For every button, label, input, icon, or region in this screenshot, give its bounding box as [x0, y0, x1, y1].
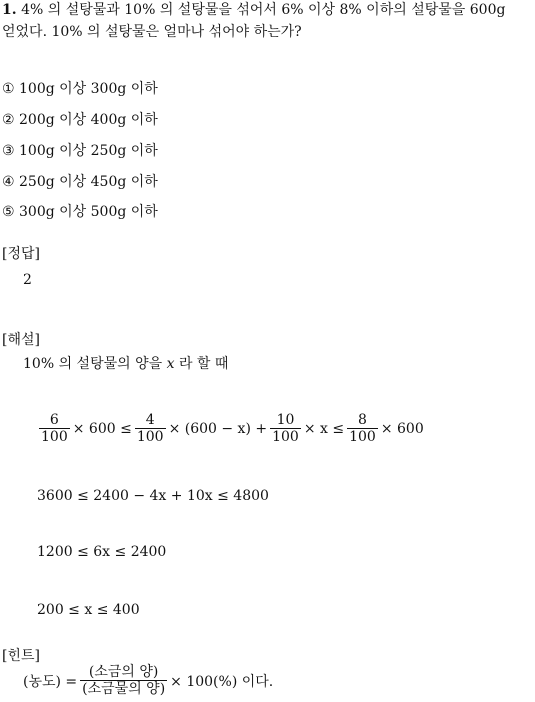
- hint-formula: [23, 664, 273, 697]
- choice-4[interactable]: [2, 173, 158, 191]
- fraction-numerator: 8: [358, 412, 367, 428]
- question-line-2: [2, 23, 302, 41]
- hint-lhs: (농도) =: [23, 673, 78, 690]
- explanation-intro: [23, 355, 228, 373]
- question-text-2: 얻었다. 10% 의 설탕물은 얼마나 섞어야 하는가?: [2, 24, 302, 40]
- explanation-heading: [해설]: [2, 332, 40, 348]
- equation-1-term-2: × (600 − x) +: [168, 420, 268, 437]
- explanation-intro-pre: 10% 의 설탕물의 양을: [23, 356, 167, 372]
- choice-2[interactable]: [2, 111, 158, 129]
- hint-numerator: (소금의 양): [88, 664, 159, 680]
- choice-marker: ④: [2, 174, 15, 190]
- equation-1-term-1: × 600 ≤: [72, 420, 132, 437]
- choice-5[interactable]: [2, 203, 158, 221]
- choice-text: 200g 이상 400g 이하: [19, 112, 158, 128]
- choice-1[interactable]: [2, 80, 158, 98]
- hint-denominator: (소금물의 양): [82, 681, 166, 697]
- explanation-intro-var: x: [166, 356, 175, 372]
- equation-2: 3600 ≤ 2400 − 4x + 10x ≤ 4800: [37, 488, 269, 504]
- fraction-denominator: 100: [41, 429, 68, 445]
- hint-heading: [힌트]: [2, 648, 40, 664]
- fraction-denominator: 100: [272, 429, 299, 445]
- equation-3: 1200 ≤ 6x ≤ 2400: [37, 544, 167, 560]
- equation-1: [36, 412, 424, 445]
- choice-marker: ⑤: [2, 204, 15, 220]
- fraction-6-100: [39, 412, 70, 445]
- choice-text: 300g 이상 500g 이하: [19, 204, 158, 220]
- fraction-4-100: [135, 412, 166, 445]
- fraction-numerator: 6: [49, 412, 59, 428]
- fraction-numerator: 10: [276, 412, 295, 428]
- choice-marker: ③: [2, 143, 15, 159]
- choice-text: 100g 이상 300g 이하: [19, 81, 158, 97]
- choice-text: 250g 이상 450g 이하: [19, 174, 158, 190]
- explanation-intro-post: 라 할 때: [174, 356, 229, 372]
- equation-4: 200 ≤ x ≤ 400: [37, 602, 140, 618]
- question-line-1: [2, 1, 505, 19]
- question-text-1: 4% 의 설탕물과 10% 의 설탕물을 섞어서 6% 이상 8% 이하의 설탕물을 600g: [21, 2, 506, 18]
- answer-value: 2: [23, 272, 32, 288]
- fraction-8-100: [347, 412, 378, 445]
- choice-marker: ①: [2, 81, 15, 97]
- hint-rhs: × 100(%) 이다.: [170, 673, 274, 690]
- question-number: 1.: [2, 2, 17, 18]
- fraction-numerator: 4: [145, 412, 155, 428]
- equation-1-term-3: × x ≤: [303, 420, 345, 437]
- choice-text: 100g 이상 250g 이하: [19, 143, 158, 159]
- hint-fraction: [80, 664, 167, 697]
- fraction-10-100: [270, 412, 301, 445]
- answer-heading: [정답]: [2, 246, 40, 262]
- choice-3[interactable]: [2, 142, 158, 160]
- fraction-denominator: 100: [136, 429, 164, 445]
- equation-1-term-4: × 600: [380, 420, 424, 437]
- fraction-denominator: 100: [349, 429, 376, 445]
- choice-marker: ②: [2, 112, 15, 128]
